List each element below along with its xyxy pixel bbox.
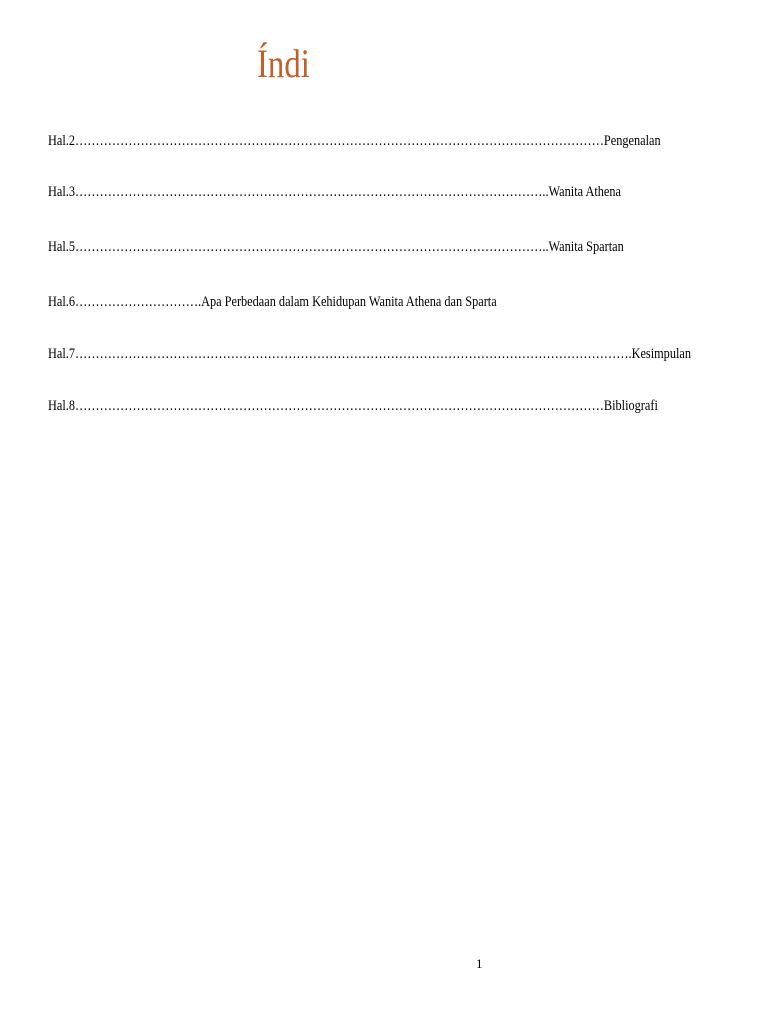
toc-leader: ………………………….	[74, 294, 202, 310]
toc-entry	[48, 345, 691, 363]
toc-leader: …………………………………………………………………………………………………………………	[74, 133, 604, 149]
toc-entry-label: Kesimpulan	[631, 346, 692, 362]
toc-entry-label: Pengenalan	[603, 133, 661, 149]
toc-entry	[48, 132, 661, 150]
page-title: Índi	[257, 41, 310, 86]
toc-entry	[48, 397, 658, 415]
toc-leader: …………………………………………………………………………………………………………………	[74, 398, 604, 414]
toc-entry	[48, 183, 621, 201]
toc-page-ref: Hal.5	[48, 239, 75, 255]
toc-leader: ……………………………………………………………………………………………………………………….	[74, 346, 632, 362]
toc-leader: ……………………………………………………………………………………………………..	[74, 239, 549, 255]
toc-entry	[48, 238, 624, 256]
table-of-contents	[48, 0, 768, 1024]
toc-page-ref: Hal.8	[48, 398, 75, 414]
page-number: 1	[476, 956, 483, 971]
toc-page-ref: Hal.7	[48, 346, 75, 362]
toc-entry-label: Bibliografi	[603, 398, 658, 414]
toc-entry-label: Wanita Spartan	[548, 239, 624, 255]
toc-leader: ……………………………………………………………………………………………………..	[74, 184, 549, 200]
toc-entry-label: Wanita Athena	[548, 184, 622, 200]
toc-page-ref: Hal.6	[48, 294, 75, 310]
toc-entry-label: Apa Perbedaan dalam Kehidupan Wanita Athena dan Sparta	[201, 294, 497, 310]
toc-page-ref: Hal.3	[48, 184, 75, 200]
toc-entry	[48, 293, 497, 311]
toc-page-ref: Hal.2	[48, 133, 75, 149]
